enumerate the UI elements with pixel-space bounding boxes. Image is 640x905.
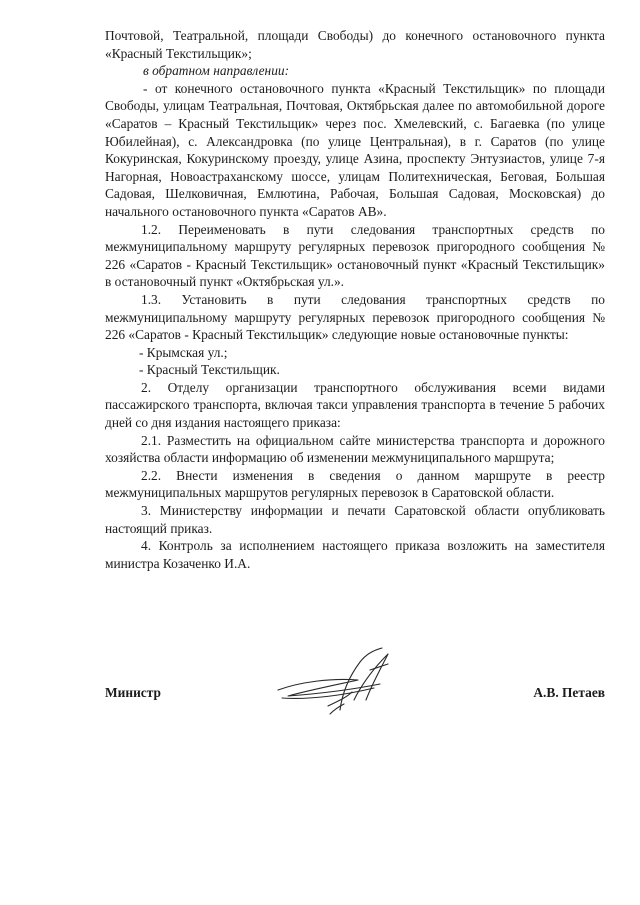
document-body: [105, 27, 605, 572]
paragraph-1-2: 1.2. Переименовать в пути следования транспортных средств по межмуниципальному маршруту регулярных перевозок пригородного сообщения № 226 «Саратов - Красный Текстильщик» остановочный пункт «Красный Текстильщик» в остановочный пункт «Октябрьская ул.».: [105, 221, 605, 290]
list-item-stop-2: - Красный Текстильщик.: [139, 362, 280, 378]
paragraph-3: 3. Министерству информации и печати Саратовской области опубликовать настоящий приказ.: [105, 503, 605, 536]
paragraph-2-1: 2.1. Разместить на официальном сайте министерства транспорта и дорожного хозяйства области информацию об изменении межмуниципального маршрута;: [105, 432, 605, 466]
signatory-title: Министр: [105, 685, 161, 700]
paragraph-2: 2. Отделу организации транспортного обслуживания всеми видами пассажирского транспорта, включая такси управления транспорта в течение 5 рабочих дней со дня издания настоящего приказа:: [105, 379, 605, 431]
paragraph-return-direction: в обратном направлении:: [143, 63, 290, 79]
handwritten-signature: [270, 640, 410, 725]
list-item-stop-1: - Крымская ул.;: [139, 344, 228, 360]
paragraph-route-end: Почтовой, Театральной, площади Свободы) до конечного остановочного пункта «Красный Текстильщик»;: [105, 28, 605, 61]
paragraph-2-2: 2.2. Внести изменения в сведения о данном маршруте в реестр межмуниципальных маршрутов регулярных перевозок в Саратовской области.: [105, 467, 605, 501]
paragraph-return-route: - от конечного остановочного пункта «Красный Текстильщик» по площади Свободы, улицам Театральная, Почтовая, Октябрьская далее по автомобильной дороге «Саратов – Красный Текстильщик» через пос. Хмелевский, с. Багаевка (по улице Юбилейная), с. Александровка (по улице Центральная), в г. Саратов (по улице Кокуринская, Кокуринскому проезду, улице Азина, проспекту Энтузиастов, улице 7-я Нагорная, Новоастраханскому шоссе, улицам Политехническая, Беговая, Большая Садовая, Шелковичная, Емлютина, Рабочая, Большая Садовая, Московская) до начального остановочного пункта «Саратов АВ».: [105, 80, 605, 219]
signature-block: [105, 684, 605, 704]
paragraph-1-3: 1.3. Установить в пути следования транспортных средств по межмуниципальному маршруту регулярных перевозок пригородного сообщения № 226 «Саратов - Красный Текстильщик» следующие новые остановочные пункты:: [105, 291, 605, 343]
signatory-name: А.В. Петаев: [533, 685, 605, 700]
paragraph-4: 4. Контроль за исполнением настоящего приказа возложить на заместителя министра Козаченко И.А.: [105, 538, 605, 571]
